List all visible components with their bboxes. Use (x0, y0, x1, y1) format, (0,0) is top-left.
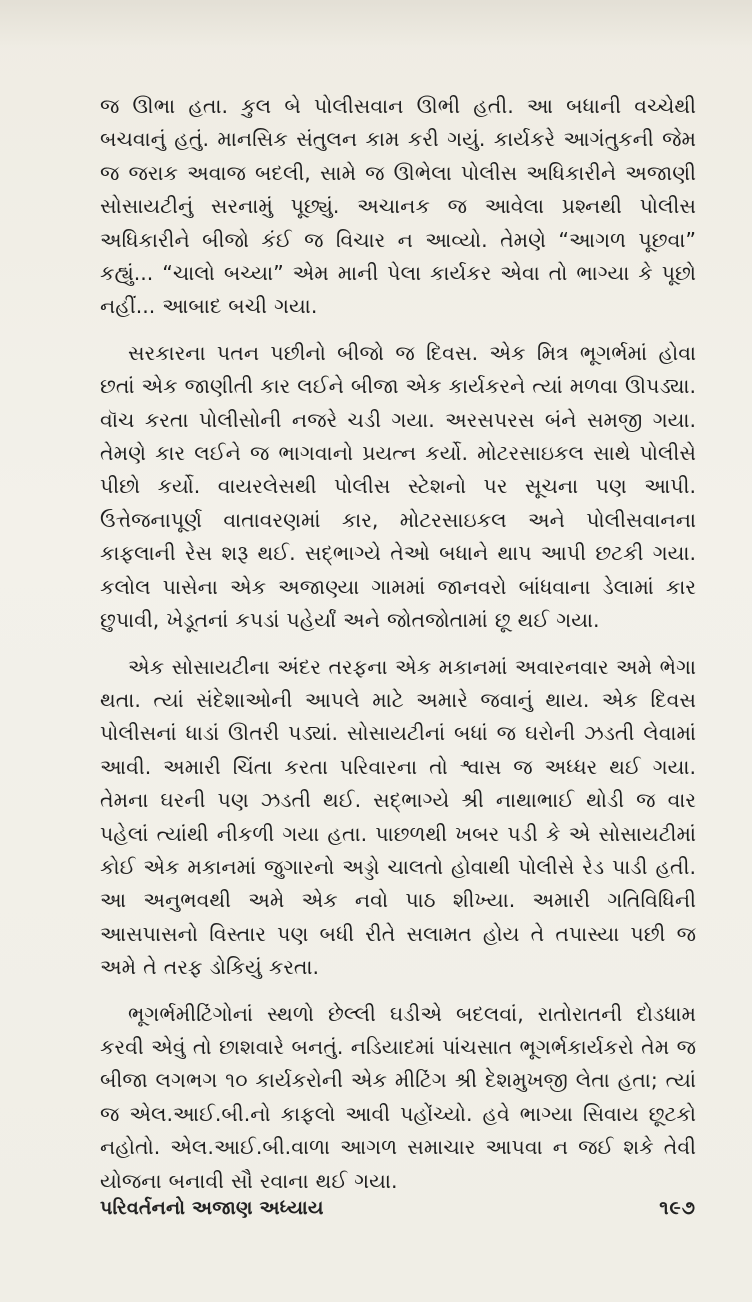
paragraph-1: જ ઊભા હતા. કુલ બે પોલીસવાન ઊભી હતી. આ બધાની વચ્ચેથી બચવાનું હતું. માનસિક સંતુલન કામ કરી ગયું. કાર્યકરે આગંતુકની જેમ જ જરાક અવાજ બદલી, સામે જ ઊભેલા પોલીસ અધિકારીને અજાણી સોસાયટીનું સરનામું પૂછ્યું. અચાનક જ આવેલા પ્રશ્નથી પોલીસ અધિકારીને બીજો કંઈ જ વિચાર ન આવ્યો. તેમણે “આગળ પૂછવા” કહ્યું... “ચાલો બચ્યા” એમ માની પેલા કાર્યકર એવા તો ભાગ્યા કે પૂછો નહીં... આબાદ બચી ગયા. (100, 94, 696, 319)
page-number: ૧૯૭ (659, 1197, 696, 1219)
paragraph-4: ભૂગર્ભમીટિંગોનાં સ્થળો છેલ્લી ઘડીએ બદલવાં, રાતોરાતની દોડધામ કરવી એવું તો છાશવારે બનતું. નડિયાદમાં પાંચસાત ભૂગર્ભકાર્યકરો તેમ જ બીજા લગભગ ૧૦ કાર્યકરોની એક મીટિંગ શ્રી દેશમુખજી લેતા હતા; ત્યાં જ એલ.આઈ.બી.નો કાફલો આવી પહોંચ્યો. હવે ભાગ્યા સિવાય છૂટકો નહોતો. એલ.આઈ.બી.વાળા આગળ સમાચાર આપવા ન જઈ શકે તેવી યોજના બનાવી સૌ રવાના થઈ ગયા. (100, 1001, 696, 1193)
running-footer-title: પરિવર્તનનો અજાણ અધ્યાય (100, 1197, 324, 1219)
body-text (100, 90, 696, 1211)
page-footer (100, 1197, 696, 1219)
paragraph-3: એક સોસાયટીના અંદર તરફના એક મકાનમાં અવારનવાર અમે ભેગા થતા. ત્યાં સંદેશાઓની આપલે માટે અમારે જવાનું થાય. એક દિવસ પોલીસનાં ધાડાં ઊતરી પડ્યાં. સોસાયટીનાં બધાં જ ઘરોની ઝડતી લેવામાં આવી. અમારી ચિંતા કરતા પરિવારના તો શ્વાસ જ અધ્ધર થઈ ગયા. તેમના ઘરની પણ ઝડતી થઈ. સદ્ભાગ્યે શ્રી નાથાભાઈ થોડી જ વાર પહેલાં ત્યાંથી નીકળી ગયા હતા. પાછળથી ખબર પડી કે એ સોસાયટીમાં કોઈ એક મકાનમાં જુગારનો અડ્ડો ચાલતો હોવાથી પોલીસે રેડ પાડી હતી. આ અનુભવથી અમે એક નવો પાઠ શીખ્યા. અમારી ગતિવિધિની આસપાસનો વિસ્તાર પણ બધી રીતે સલામત હોય તે તપાસ્યા પછી જ અમે તે તરફ ડોકિયું કરતા. (100, 654, 696, 980)
page-top-shadow (0, 0, 752, 48)
paragraph-2: સરકારના પતન પછીનો બીજો જ દિવસ. એક મિત્ર ભૂગર્ભમાં હોવા છતાં એક જાણીતી કાર લઈને બીજા એક કાર્યકરને ત્યાં મળવા ઊપડ્યા. વૉચ કરતા પોલીસોની નજરે ચડી ગયા. અરસપરસ બંને સમજી ગયા. તેમણે કાર લઈને જ ભાગવાનો પ્રયત્ન કર્યો. મોટરસાઇકલ સાથે પોલીસે પીછો કર્યો. વાયરલેસથી પોલીસ સ્ટેશનો પર સૂચના પણ આપી. ઉત્તેજનાપૂર્ણ વાતાવરણમાં કાર, મોટરસાઇકલ અને પોલીસવાનના કાફલાની રેસ શરૂ થઈ. સદ્ભાગ્યે તેઓ બધાને થાપ આપી છટકી ગયા. કલોલ પાસેના એક અજાણ્યા ગામમાં જાનવરો બાંધવાના ડેલામાં કાર છુપાવી, ખેડૂતનાં કપડાં પહેર્યાં અને જોતજોતામાં છૂ થઈ ગયા. (100, 340, 697, 633)
